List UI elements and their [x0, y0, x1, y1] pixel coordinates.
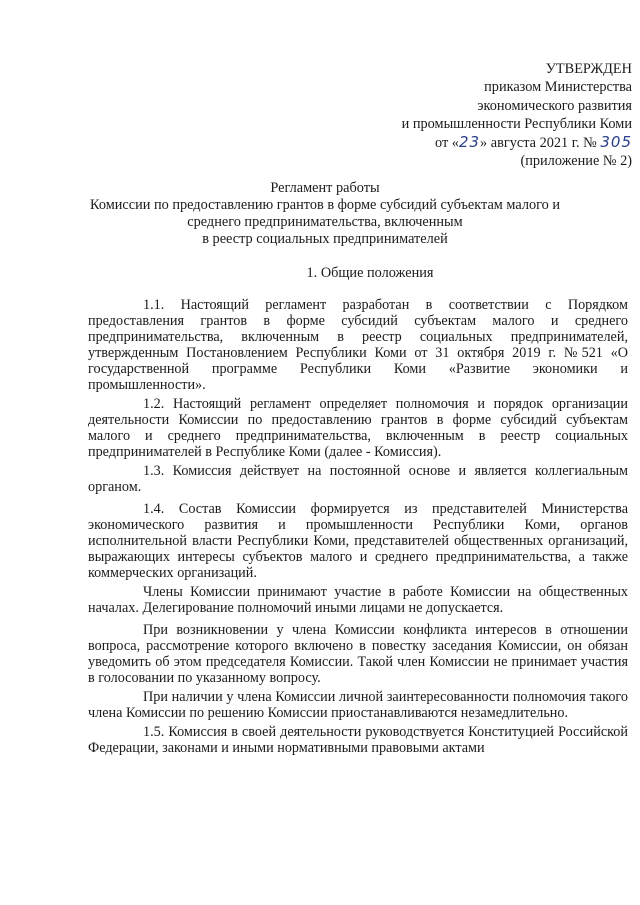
paragraph-1-2: 1.2. Настоящий регламент определяет полномочия и порядок организации деятельности Комиссии по предоставлению грантов в форме субсидий субъектам малого и среднего предпринимательства, включенным в реестр социальных предпринимателей в Республике Коми (далее - Комиссия).	[88, 396, 628, 460]
approval-date-line	[402, 133, 632, 152]
approval-republic-line: и промышленности Республики Коми	[401, 115, 632, 132]
paragraph-1-1: 1.1. Настоящий регламент разработан в соответствии с Порядком предоставления грантов в форме субсидий субъектам малого и среднего предпринимательства, включенным в реестр социальных предпринимателей, утвержденным Постановлением Республики Коми от 31 октября 2019 г. №521 «О государственной программе Республики Коми «Развитие экономики и промышленности».	[88, 297, 628, 393]
date-prefix: от «	[435, 135, 459, 152]
paragraph-interest: При наличии у члена Комиссии личной заинтересованности полномочия такого члена Комиссии по решению Комиссии приостанавливаются незамедлительно.	[88, 689, 628, 721]
title-line-2: Комиссии по предоставлению грантов в форме субсидий субъектам малого и	[90, 197, 561, 213]
approval-order-line: приказом Министерства	[484, 79, 632, 96]
handwritten-day: 23	[458, 133, 481, 152]
paragraph-1-3: 1.3. Комиссия действует на постоянной основе и является коллегиальным органом.	[88, 463, 628, 495]
title-line-4: в реестр социальных предпринимателей	[202, 231, 448, 247]
section-heading: 1. Общие положения	[306, 265, 434, 281]
title-line-3: среднего предпринимательства, включенным	[187, 214, 463, 230]
title-line-1: Регламент работы	[270, 180, 380, 196]
handwritten-order-number: 305	[600, 133, 632, 152]
approval-ministry-line: экономического развития	[477, 97, 632, 114]
paragraph-1-5: 1.5. Комиссия в своей деятельности руководствуется Конституцией Российской Федерации, законами и иными нормативными правовыми актами	[88, 724, 628, 756]
paragraph-1-4: 1.4. Состав Комиссии формируется из представителей Министерства экономического развития и промышленности Республики Коми, органов исполнительной власти Республики Коми, представителей общественных организаций, выражающих интересы субъектов малого и среднего предпринимательства, а также коммерческих организаций.	[88, 501, 628, 581]
paragraph-members: Члены Комиссии принимают участие в работе Комиссии на общественных началах. Делегирование полномочий иными лицами не допускается.	[88, 584, 628, 616]
approval-appendix-line: (приложение № 2)	[520, 153, 632, 170]
approval-stamp-block	[402, 60, 632, 171]
date-middle: » августа 2021 г. №	[480, 135, 597, 152]
approval-heading: УТВЕРЖДЕН	[545, 61, 632, 77]
document-title	[90, 180, 560, 248]
paragraph-conflict: При возникновении у члена Комиссии конфликта интересов в отношении вопроса, рассмотрение которого включено в повестку заседания Комиссии, он обязан уведомить об этом председателя Комиссии. Такой член Комиссии не принимает участия в голосовании по указанному вопросу.	[88, 622, 628, 686]
document-body	[88, 297, 628, 759]
